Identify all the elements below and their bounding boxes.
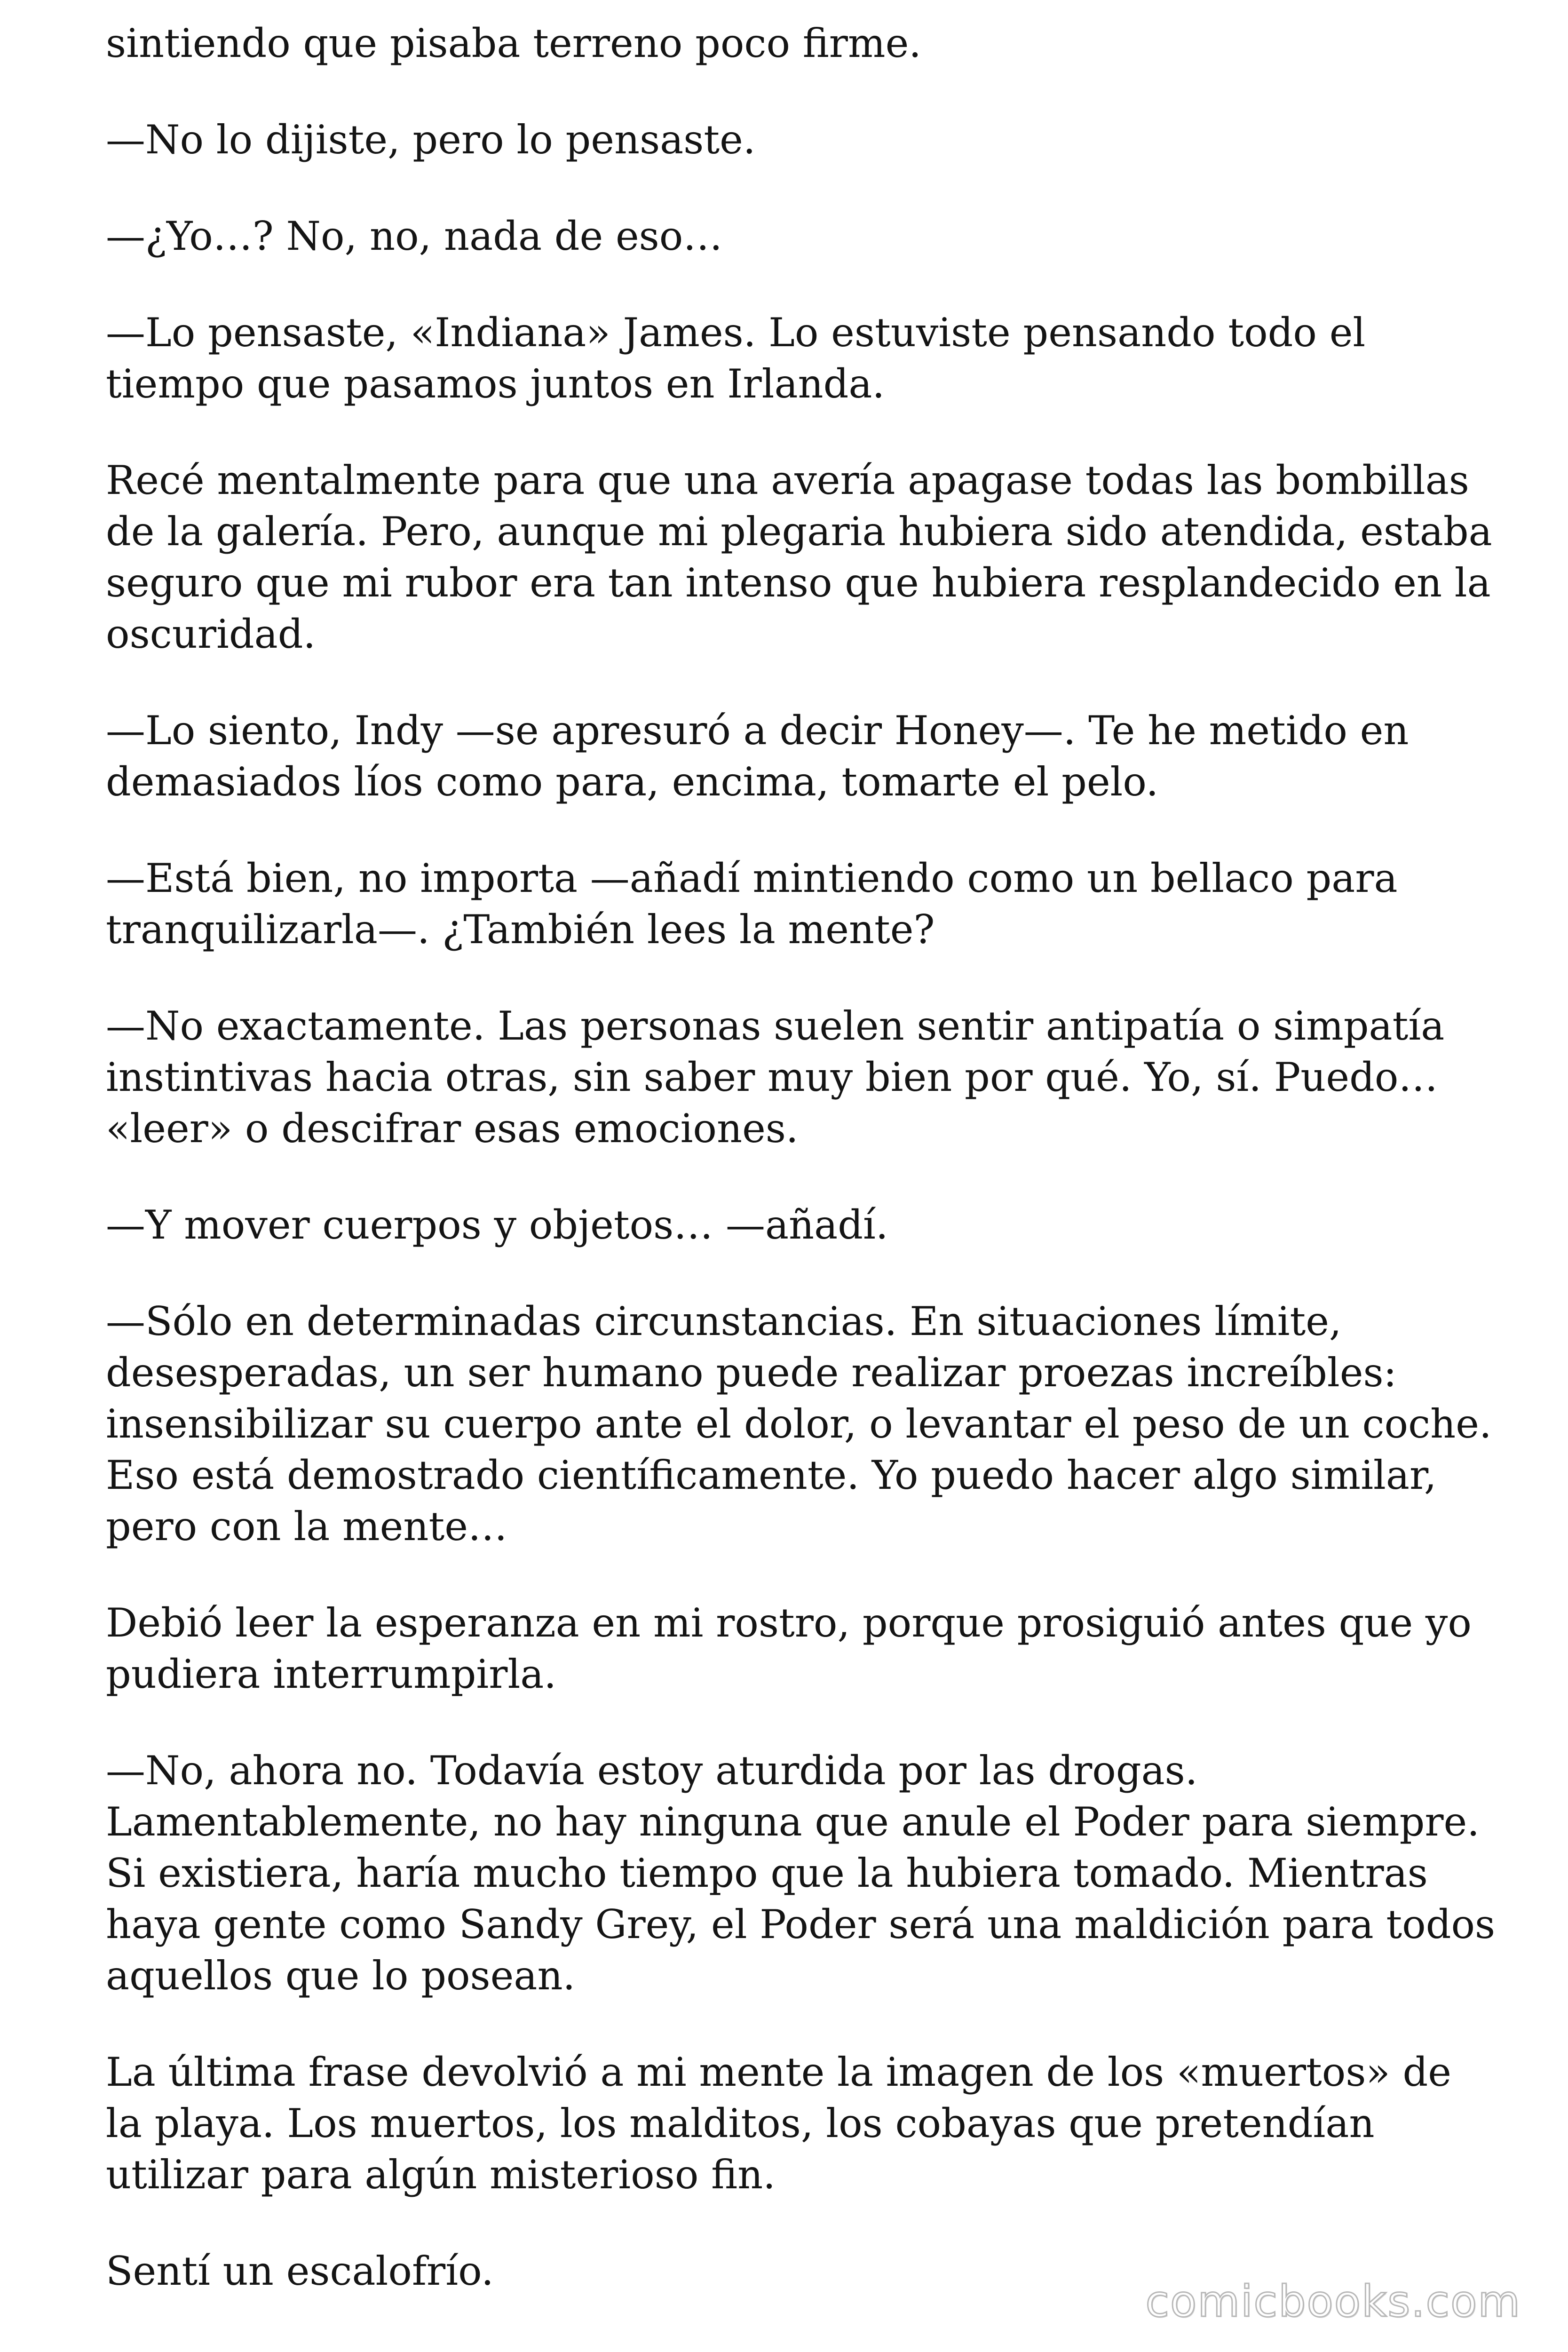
paragraph: sintiendo que pisaba terreno poco firme.	[106, 20, 921, 66]
paragraph: —No exactamente. Las personas suelen sentir antipatía o simpatía instintivas hacia otras, sin saber muy bien por qué. Yo, sí. Puedo… «leer» o descifrar esas emociones.	[106, 1003, 1445, 1152]
watermark: comicbooks.com	[1145, 2276, 1521, 2327]
paragraph: —Lo siento, Indy —se apresuró a decir Honey—. Te he metido en demasiados líos como para, encima, tomarte el pelo.	[106, 707, 1409, 805]
paragraph: —Lo pensaste, «Indiana» James. Lo estuviste pensando todo el tiempo que pasamos juntos en Irlanda.	[106, 310, 1366, 407]
paragraph: —Está bien, no importa —añadí mintiendo como un bellaco para tranquilizarla—. ¿También lees la mente?	[106, 855, 1398, 953]
paragraph: —Sólo en determinadas circunstancias. En situaciones límite, desesperadas, un ser humano puede realizar proezas increíbles: insensibilizar su cuerpo ante el dolor, o levantar el peso de un coche. Eso está demostrado científicamente. Yo puedo hacer algo similar, pero con la mente…	[106, 1298, 1492, 1549]
paragraph: La última frase devolvió a mi mente la imagen de los «muertos» de la playa. Los muertos, los malditos, los cobayas que pretendían utilizar para algún misterioso fin.	[106, 2049, 1452, 2198]
paragraph: Debió leer la esperanza en mi rostro, porque prosiguió antes que yo pudiera interrumpirla.	[106, 1600, 1472, 1697]
paragraph: —Y mover cuerpos y objetos… —añadí.	[106, 1202, 888, 1248]
paragraph: —¿Yo…? No, no, nada de eso…	[106, 213, 723, 259]
paragraph: Recé mentalmente para que una avería apagase todas las bombillas de la galería. Pero, aunque mi plegaria hubiera sido atendida, estaba seguro que mi rubor era tan intenso que hubiera resplandecido en la oscuridad.	[106, 457, 1492, 657]
paragraph: Sentí un escalofrío.	[106, 2248, 494, 2294]
paragraph: —No, ahora no. Todavía estoy aturdida por las drogas. Lamentablemente, no hay ninguna que anule el Poder para siempre. Si existiera, haría mucho tiempo que la hubiera tomado. Mientras haya gente como Sandy Grey, el Poder será una maldición para todos aquellos que lo posean.	[106, 1748, 1496, 1999]
document-body	[106, 18, 1498, 2297]
paragraph: —No lo dijiste, pero lo pensaste.	[106, 117, 756, 163]
